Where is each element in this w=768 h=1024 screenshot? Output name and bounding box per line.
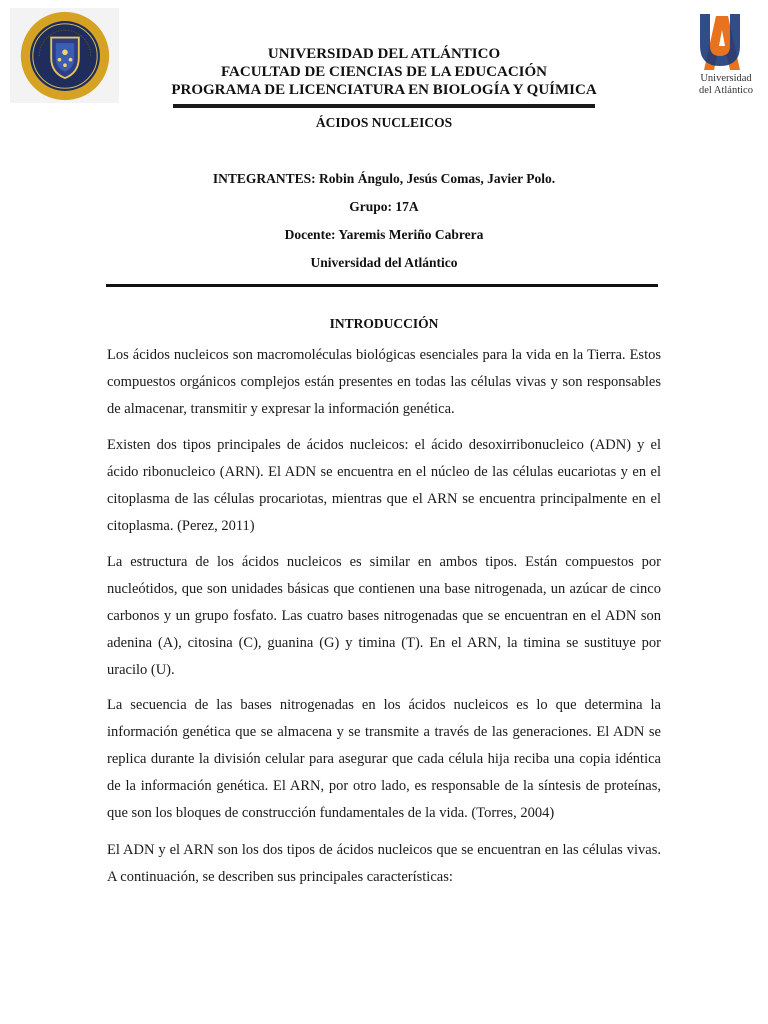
accreditation-seal — [10, 8, 119, 103]
teacher-line: Docente: Yaremis Meriño Cabrera — [284, 227, 484, 242]
document-topic: ÁCIDOS NUCLEICOS — [315, 115, 453, 130]
seal-emblem-icon — [19, 10, 111, 102]
paragraph: Los ácidos nucleicos son macromoléculas biológicas esenciales para la vida en la Tierra. Estos compuestos orgánicos complejos están presentes en todas las células vivas y son responsables de almacenar, transmitir y expresar la información genética. — [107, 346, 661, 417]
paragraph: La secuencia de las bases nitrogenadas en los ácidos nucleicos es lo que determina la información genética que se almacena y se transmite a través de las generaciones. El ADN se replica durante la división celular para asegurar que cada célula hija reciba una copia idéntica de la información genética. El ARN, por otro lado, es responsable de la síntesis de proteínas, que son los bloques de construcción fundamentales de la vida. (Torres, 2004) — [107, 696, 661, 821]
logo-line-1: Universidad — [700, 73, 752, 84]
members-line: INTEGRANTES: Robin Ángulo, Jesús Comas, Javier Polo. — [212, 171, 556, 186]
institution-line: Universidad del Atlántico — [310, 255, 458, 270]
university-title: UNIVERSIDAD DEL ATLÁNTICO — [267, 46, 501, 62]
faculty-title: FACULTAD DE CIENCIAS DE LA EDUCACIÓN — [220, 64, 548, 80]
ua-logo-icon — [694, 12, 758, 72]
section-heading: INTRODUCCIÓN — [329, 316, 439, 331]
body-divider — [106, 284, 658, 287]
paragraph: El ADN y el ARN son los dos tipos de ácidos nucleicos que se encuentran en las células vivas. A continuación, se describen sus principales características: — [107, 841, 661, 885]
paragraph: La estructura de los ácidos nucleicos es similar en ambos tipos. Están compuestos por nucleótidos, que son unidades básicas que contienen una base nitrogenada, un azúcar de cinco carbonos y un grupo fosfato. Las cuatro bases nitrogenadas que se encuentran en el ADN son adenina (A), citosina (C), guanina (G) y timina (T). En el ARN, la timina se sustituye por uracilo (U). — [107, 553, 661, 678]
program-title: PROGRAMA DE LICENCIATURA EN BIOLOGÍA Y QUÍMICA — [171, 82, 597, 98]
university-logo — [694, 12, 758, 98]
group-line: Grupo: 17A — [349, 199, 419, 214]
logo-line-2: del Atlántico — [699, 85, 753, 96]
header-divider — [173, 104, 595, 108]
paragraph: Existen dos tipos principales de ácidos nucleicos: el ácido desoxirribonucleico (ADN) y el ácido ribonucleico (ARN). El ADN se encuentra en el núcleo de las células eucariotas y en el citoplasma de las células procariotas, mientras que el ARN se encuentra principalmente en el citoplasma. (Perez, 2011) — [107, 436, 661, 534]
